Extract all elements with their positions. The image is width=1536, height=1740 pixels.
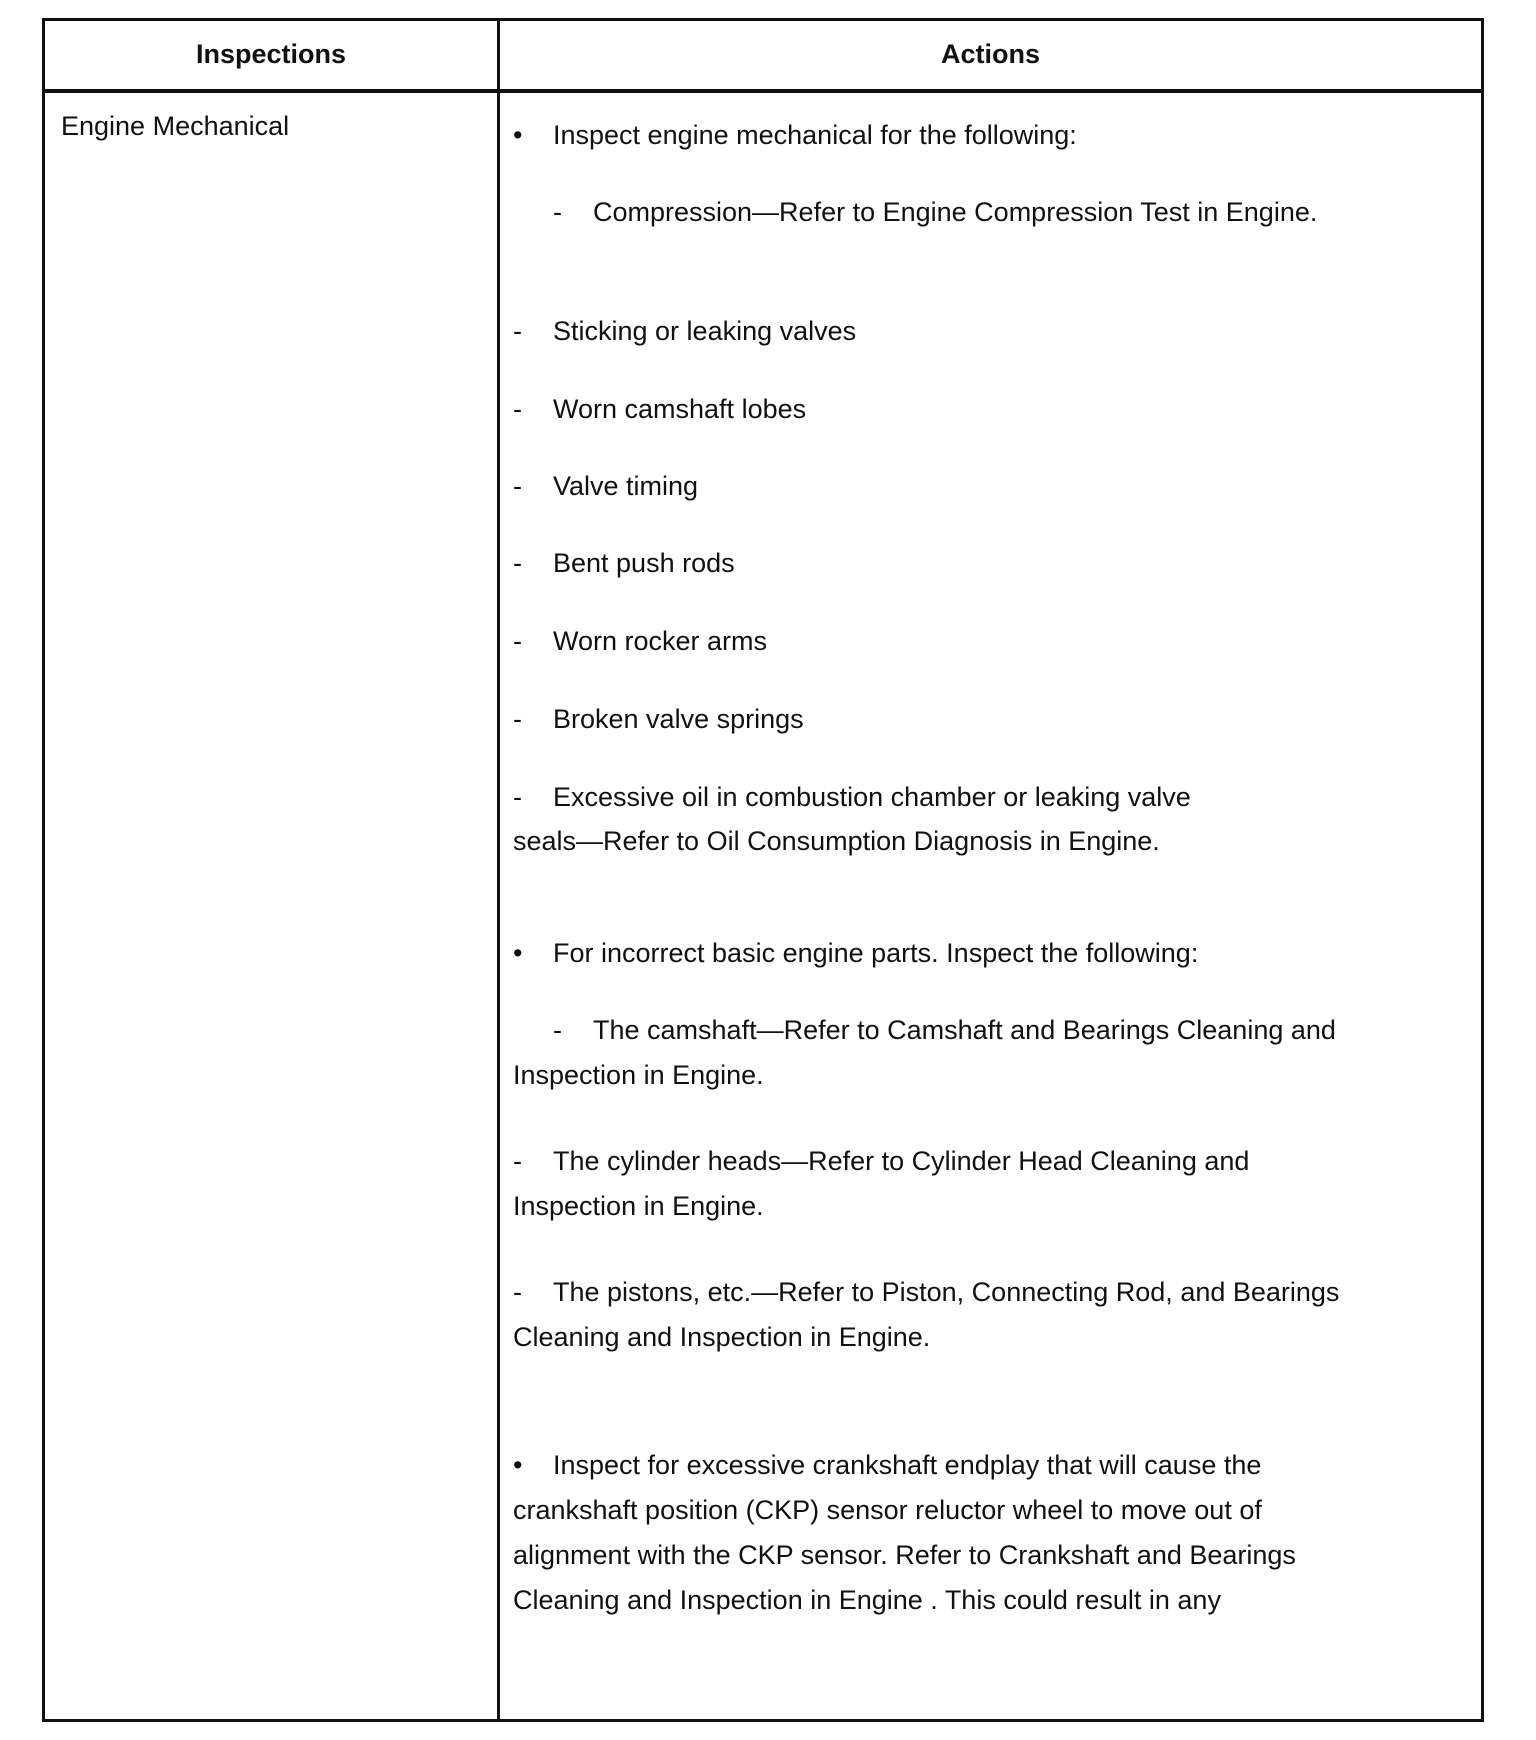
- action-line-11: [513, 931, 1198, 976]
- action-line-18: [513, 1443, 1261, 1488]
- action-line-6: [513, 541, 735, 586]
- action-text: For incorrect basic engine parts. Inspect the following:: [553, 938, 1199, 968]
- dash-icon: -: [513, 704, 522, 734]
- action-text: Inspect engine mechanical for the following:: [553, 120, 1077, 150]
- dash-icon: -: [513, 394, 522, 424]
- action-text: Inspection in Engine.: [513, 1060, 764, 1090]
- inspection-actions-table: [42, 18, 1484, 1722]
- action-line-2: [513, 190, 1317, 235]
- action-text: Bent push rods: [553, 548, 735, 578]
- action-line-14: [513, 1139, 1249, 1184]
- bullet-icon: •: [513, 938, 523, 968]
- action-line-4: [513, 387, 806, 432]
- action-text: Cleaning and Inspection in Engine . This could result in any: [513, 1585, 1221, 1615]
- dash-icon: -: [513, 316, 522, 346]
- dash-icon: -: [513, 626, 522, 656]
- dash-icon: -: [553, 1015, 562, 1045]
- action-text: Valve timing: [553, 471, 699, 501]
- dash-icon: -: [513, 548, 522, 578]
- action-line-8: [513, 697, 804, 742]
- action-text: Cleaning and Inspection in Engine.: [513, 1322, 931, 1352]
- column-divider: [497, 21, 500, 1719]
- action-line-13: [513, 1053, 764, 1098]
- action-line-19: [513, 1488, 1262, 1533]
- action-text: alignment with the CKP sensor. Refer to Crankshaft and Bearings: [513, 1540, 1296, 1570]
- action-line-12: [513, 1008, 1336, 1053]
- action-text: Worn rocker arms: [553, 626, 768, 656]
- dash-icon: -: [513, 1277, 522, 1307]
- action-text: The cylinder heads—Refer to Cylinder Head Cleaning and: [553, 1146, 1250, 1176]
- action-text: crankshaft position (CKP) sensor reluctor wheel to move out of: [513, 1495, 1262, 1525]
- action-text: Compression—Refer to Engine Compression Test in Engine.: [593, 197, 1318, 227]
- dash-icon: -: [553, 197, 562, 227]
- table-header-row: [45, 21, 1481, 93]
- inspection-label: Engine Mechanical: [61, 111, 290, 141]
- bullet-icon: •: [513, 120, 523, 150]
- action-text: Broken valve springs: [553, 704, 804, 734]
- action-line-16: [513, 1270, 1339, 1315]
- action-line-15: [513, 1184, 764, 1229]
- action-line-7: [513, 619, 767, 664]
- header-actions: Actions: [940, 39, 1040, 69]
- action-line-20: [513, 1533, 1296, 1578]
- action-line-10: [513, 819, 1160, 864]
- bullet-icon: •: [513, 1450, 523, 1480]
- action-line-1: [513, 113, 1077, 158]
- action-line-3: [513, 309, 856, 354]
- action-line-5: [513, 464, 698, 509]
- action-text: Worn camshaft lobes: [553, 394, 807, 424]
- action-line-21: [513, 1578, 1221, 1623]
- action-text: Excessive oil in combustion chamber or leaking valve: [553, 782, 1191, 812]
- action-text: The camshaft—Refer to Camshaft and Bearings Cleaning and: [593, 1015, 1336, 1045]
- action-text: Inspect for excessive crankshaft endplay that will cause the: [553, 1450, 1262, 1480]
- action-text: Inspection in Engine.: [513, 1191, 764, 1221]
- action-text: The pistons, etc.—Refer to Piston, Connecting Rod, and Bearings: [553, 1277, 1340, 1307]
- dash-icon: -: [513, 782, 522, 812]
- action-text: seals—Refer to Oil Consumption Diagnosis in Engine.: [513, 826, 1160, 856]
- dash-icon: -: [513, 471, 522, 501]
- header-inspections: Inspections: [195, 39, 347, 69]
- action-text: Sticking or leaking valves: [553, 316, 857, 346]
- action-line-9: [513, 775, 1191, 820]
- action-line-17: [513, 1315, 930, 1360]
- dash-icon: -: [513, 1146, 522, 1176]
